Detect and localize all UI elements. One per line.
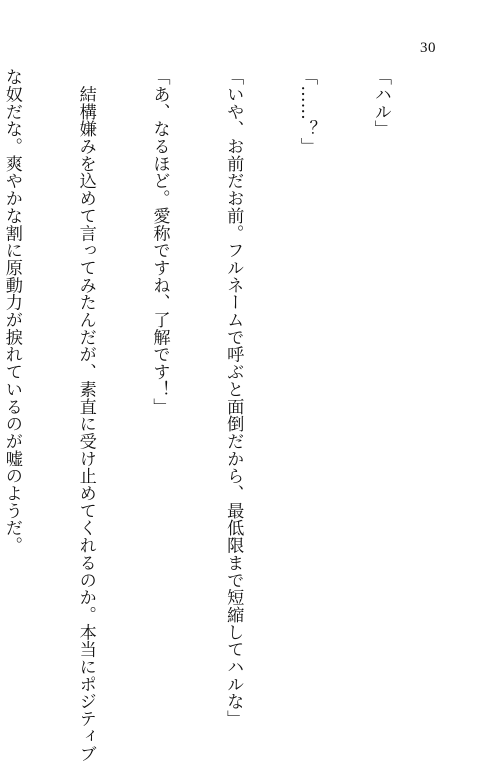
text-line: 「いや、お前だお前。フルネームで呼ぶと面倒だから、最低限まで短縮してハルな」	[223, 68, 244, 728]
text-line: 「あ、なるほど。愛称ですね、了解です！」	[149, 68, 170, 415]
text-line: な奴だな。爽やかな割に原動力が捩れているのが嘘のようだ。	[1, 68, 22, 554]
page-number: 30	[420, 40, 436, 56]
text-line: 結構嫌みを込めて言ってみたんだが、素直に受け止めてくれるのか。本当にポジティブ	[75, 68, 96, 762]
text-line: 「ハル」	[370, 68, 391, 138]
text-line: 「……？」	[297, 68, 318, 155]
vertical-text-body	[0, 68, 442, 762]
